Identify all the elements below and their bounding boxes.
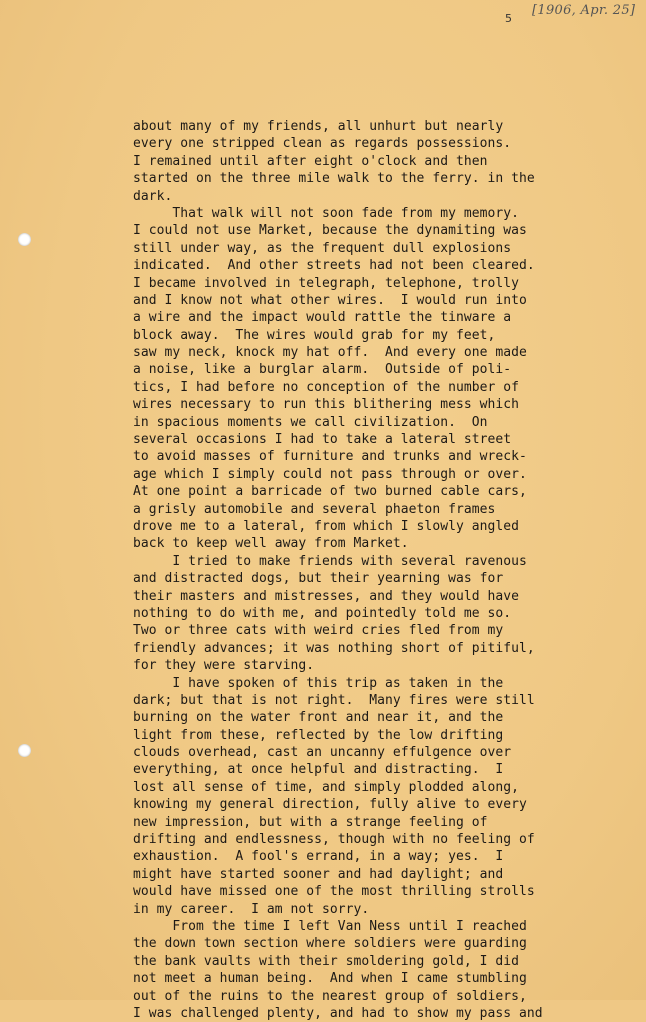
- text-line: drifting and endlessness, though with no feeling of: [133, 832, 535, 848]
- text-line: in spacious moments we call civilization. On: [133, 414, 488, 430]
- text-line: back to keep well away from Market.: [133, 536, 409, 552]
- text-line: the bank vaults with their smoldering gold, I did: [133, 953, 519, 969]
- text-line: age which I simply could not pass through or over.: [133, 466, 527, 482]
- punch-hole: [18, 744, 31, 757]
- text-line: knowing my general direction, fully alive to every: [133, 797, 527, 813]
- text-line: a wire and the impact would rattle the tinware a: [133, 310, 512, 326]
- text-line: friendly advances; it was nothing short of pitiful,: [133, 640, 535, 656]
- text-line: still under way, as the frequent dull explosions: [133, 240, 512, 256]
- text-line: about many of my friends, all unhurt but nearly: [133, 119, 504, 134]
- text-line: in my career. I am not sorry.: [133, 901, 370, 917]
- text-line: the down town section where soldiers were guarding: [133, 936, 527, 952]
- text-line: clouds overhead, cast an uncanny effulgence over: [133, 745, 512, 761]
- text-line: I became involved in telegraph, telephone, trolly: [133, 275, 519, 291]
- text-line: From the time I left Van Ness until I reached: [133, 918, 527, 934]
- text-line: not meet a human being. And when I came stumbling: [133, 971, 527, 987]
- text-line: indicated. And other streets had not been cleared.: [133, 258, 535, 274]
- text-line: for they were starving.: [133, 658, 315, 674]
- text-line: I tried to make friends with several ravenous: [133, 553, 527, 569]
- text-line: Two or three cats with weird cries fled from my: [133, 623, 504, 639]
- typed-text-body: [133, 118, 633, 1022]
- text-line: every one stripped clean as regards possessions.: [133, 136, 512, 152]
- page-number: 5: [505, 12, 512, 25]
- text-line: At one point a barricade of two burned cable cars,: [133, 484, 527, 500]
- text-line: That walk will not soon fade from my memory.: [133, 205, 519, 221]
- handwritten-date-note: [1906, Apr. 25]: [532, 3, 636, 18]
- text-line: and I know not what other wires. I would run into: [133, 292, 527, 308]
- text-line: exhaustion. A fool's errand, in a way; yes. I: [133, 849, 504, 865]
- text-line: would have missed one of the most thrilling strolls: [133, 884, 535, 900]
- text-line: block away. The wires would grab for my feet,: [133, 327, 496, 343]
- text-line: dark; but that is not right. Many fires were still: [133, 692, 535, 708]
- punch-hole: [18, 233, 31, 246]
- text-line: tics, I had before no conception of the number of: [133, 379, 519, 395]
- text-line: their masters and mistresses, and they would have: [133, 588, 519, 604]
- text-line: nothing to do with me, and pointedly told me so.: [133, 605, 512, 621]
- text-line: might have started sooner and had daylight; and: [133, 866, 504, 882]
- text-line: out of the ruins to the nearest group of soldiers,: [133, 988, 527, 1004]
- text-line: a grisly automobile and several phaeton frames: [133, 501, 496, 517]
- text-line: to avoid masses of furniture and trunks and wreck-: [133, 449, 527, 465]
- text-line: started on the three mile walk to the ferry. in the: [133, 171, 535, 187]
- text-line: light from these, reflected by the low drifting: [133, 727, 504, 743]
- text-line: I could not use Market, because the dynamiting was: [133, 223, 527, 239]
- text-line: and distracted dogs, but their yearning was for: [133, 571, 504, 587]
- text-line: I remained until after eight o'clock and then: [133, 153, 488, 169]
- text-line: burning on the water front and near it, and the: [133, 710, 504, 726]
- text-line: saw my neck, knock my hat off. And every one made: [133, 345, 527, 361]
- text-line: wires necessary to run this blithering mess which: [133, 397, 519, 413]
- text-line: a noise, like a burglar alarm. Outside of poli-: [133, 362, 512, 378]
- text-line: I was challenged plenty, and had to show my pass and: [133, 1005, 543, 1021]
- text-line: everything, at once helpful and distracting. I: [133, 762, 504, 778]
- text-line: dark.: [133, 188, 173, 204]
- text-line: lost all sense of time, and simply plodded along,: [133, 779, 519, 795]
- text-line: I have spoken of this trip as taken in the: [133, 675, 504, 691]
- text-line: new impression, but with a strange feeling of: [133, 814, 488, 830]
- text-line: several occasions I had to take a lateral street: [133, 432, 512, 448]
- text-line: drove me to a lateral, from which I slowly angled: [133, 518, 519, 534]
